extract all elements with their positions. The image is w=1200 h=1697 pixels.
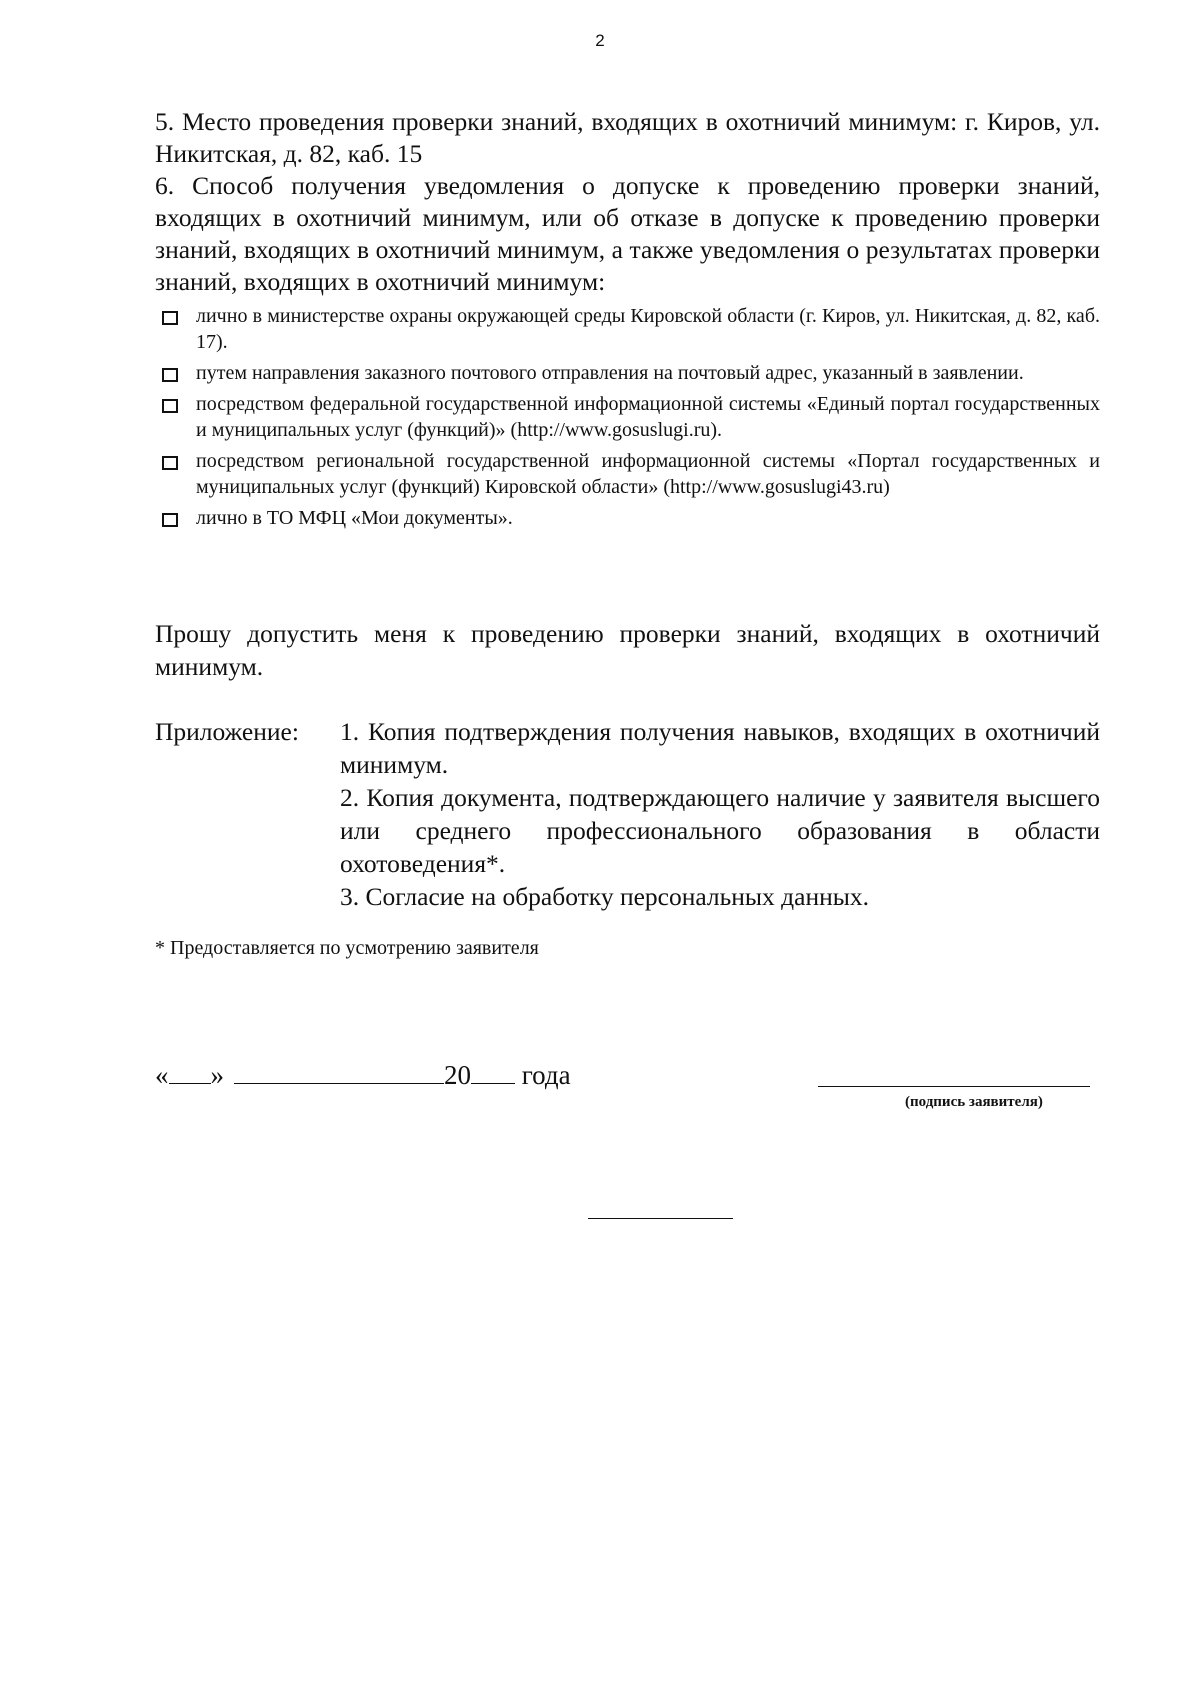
footnote: * Предоставляется по усмотрению заявителя [155, 937, 539, 959]
notification-option[interactable] [160, 448, 1100, 500]
signature-field[interactable] [818, 1086, 1090, 1087]
appendix-list [340, 715, 1100, 913]
notification-option-label: лично в министерстве охраны окружающей среды Кировской области (г. Киров, ул. Никитская, д. 82, каб. 17). [196, 305, 1100, 353]
notification-option[interactable] [160, 303, 1100, 355]
checkbox-icon[interactable] [162, 311, 178, 325]
checkbox-icon[interactable] [162, 399, 178, 413]
end-of-document-rule [588, 1218, 733, 1219]
month-field[interactable] [234, 1061, 444, 1084]
appendix-item: 1. Копия подтверждения получения навыков, входящих в охотничий минимум. [340, 717, 1100, 779]
day-field[interactable] [169, 1061, 211, 1084]
appendix-item: 2. Копия документа, подтверждающего наличие у заявителя высшего или среднего профессионального образования в области охотоведения*. [340, 783, 1100, 878]
appendix-item: 3. Согласие на обработку персональных данных. [340, 882, 870, 911]
date-open-quote: « [155, 1060, 169, 1090]
checkbox-icon[interactable] [162, 368, 178, 382]
admission-request-paragraph: Прошу допустить меня к проведению проверки знаний, входящих в охотничий минимум. [155, 619, 1100, 681]
notification-option[interactable] [160, 391, 1100, 443]
notification-option-label: посредством региональной государственной информационной системы «Портал государственных и муниципальных услуг (функций) Кировской области» (http://www.gosuslugi43.ru) [196, 450, 1100, 498]
page-number: 2 [595, 31, 605, 50]
notification-option[interactable] [160, 360, 1100, 386]
notification-option[interactable] [160, 505, 1100, 531]
notification-options-list [160, 303, 1100, 536]
notification-method-paragraph: 6. Способ получения уведомления о допуске к проведению проверки знаний, входящих в охотничий минимум, или об отказе в допуске к проведению проверки знаний, входящих в охотничий минимум, а также уведомления о результатах проверки знаний, входящих в охотничий минимум: [155, 171, 1100, 296]
checkbox-icon[interactable] [162, 513, 178, 527]
exam-location-paragraph: 5. Место проведения проверки знаний, входящих в охотничий минимум: г. Киров, ул. Никитская, д. 82, каб. 15 [155, 107, 1100, 168]
notification-option-label: посредством федеральной государственной информационной системы «Единый портал государственных и муниципальных услуг (функций)» (http://www.gosuslugi.ru). [196, 393, 1100, 441]
year-field[interactable] [471, 1061, 515, 1084]
notification-option-label: лично в ТО МФЦ «Мои документы». [196, 507, 513, 529]
checkbox-icon[interactable] [162, 456, 178, 470]
appendix-label: Приложение: [155, 717, 299, 746]
date-line [155, 1058, 571, 1092]
year-suffix: года [521, 1060, 571, 1090]
notification-option-label: путем направления заказного почтового отправления на почтовый адрес, указанный в заявлении. [196, 362, 1024, 384]
year-century: 20 [444, 1060, 471, 1090]
date-close-quote: » [210, 1060, 224, 1090]
signature-caption: (подпись заявителя) [905, 1094, 1043, 1110]
